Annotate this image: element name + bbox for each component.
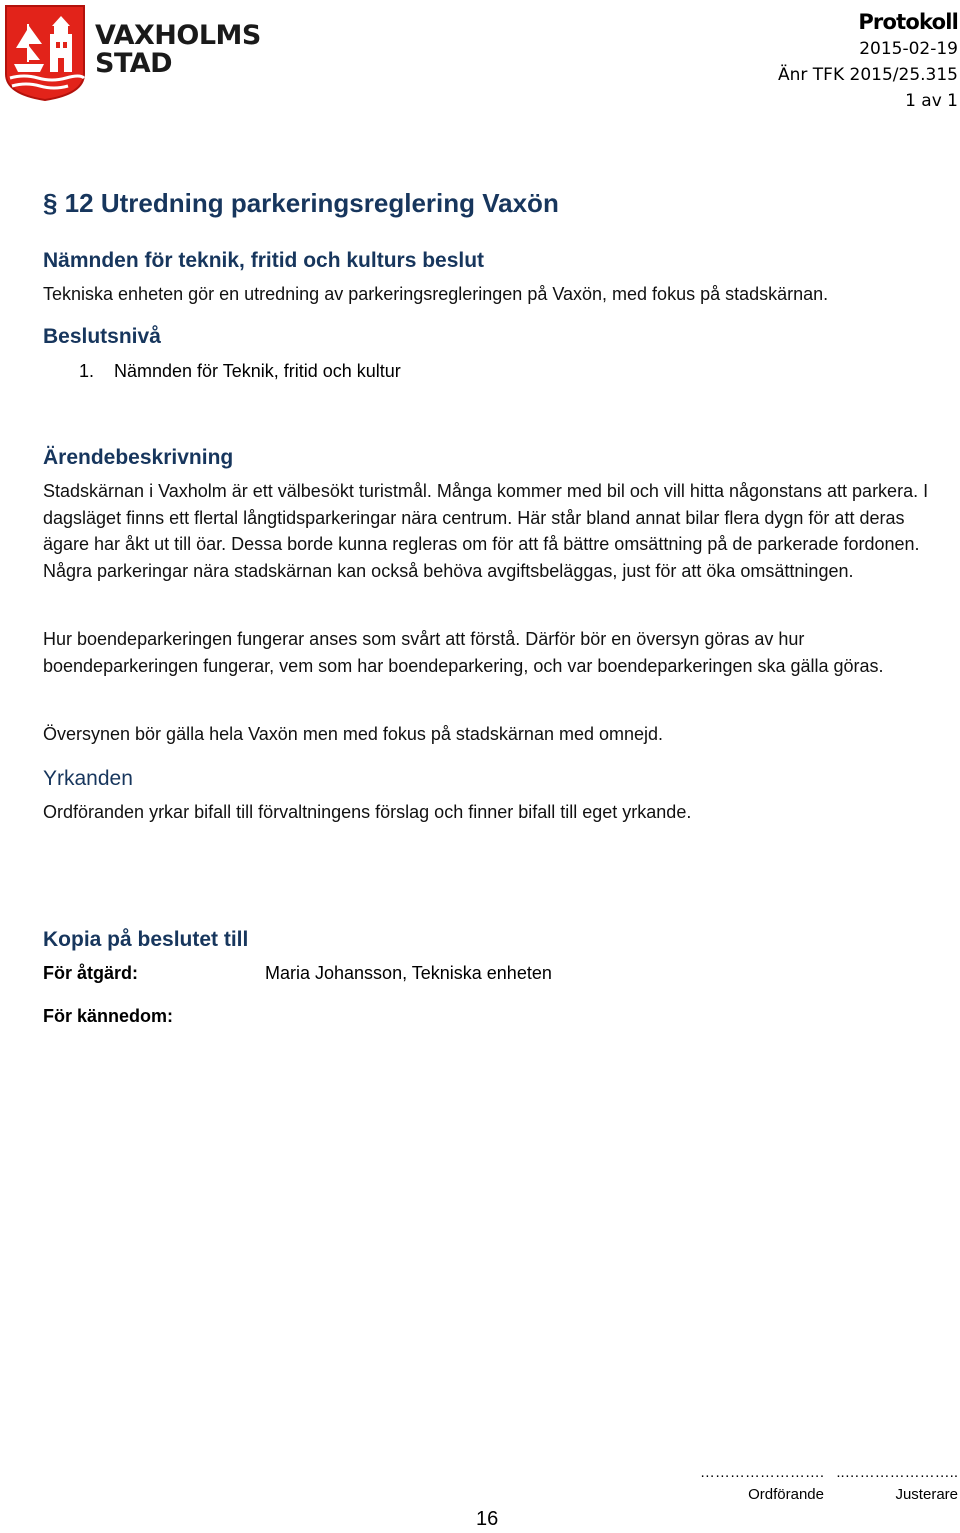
document-type: Protokoll (858, 10, 958, 34)
adjuster-signature (836, 1462, 958, 1506)
copy-action-label: För åtgärd: (43, 963, 139, 983)
logo-line-1: VAXHOLMS (95, 20, 261, 51)
chair-signature (700, 1462, 824, 1506)
adjuster-signature-line: ..………………….. (836, 1464, 958, 1481)
chair-label: Ordförande (748, 1486, 824, 1503)
list-number: 1. (79, 361, 95, 381)
page-number: 16 (476, 1508, 499, 1530)
logo-line-2: STAD (95, 48, 173, 79)
level-list-item (79, 358, 401, 384)
copy-info-label: För kännedom: (43, 1006, 174, 1026)
description-paragraph-3: Översynen bör gälla hela Vaxön men med fokus på stadskärnan med omnejd. (43, 724, 664, 744)
decision-heading: Nämnden för teknik, fritid och kulturs beslut (43, 249, 485, 272)
description-paragraph-1: Stadskärnan i Vaxholm är ett välbesökt turistmål. Många kommer med bil och vill hitta någonstans att parkera. I dagsläget finns ett flertal långtidsparkeringar nära centrum. Här står bland annat bilar flera dygn för att deras ägare har åkt ut till öar. Dessa borde kunna regleras om för att få bättre omsättning på de parkerade fordonen. Några parkeringar nära stadskärnan kan också behöva avgiftsbeläggas, just för att öka omsättningen. (43, 481, 929, 581)
document-header (778, 8, 958, 114)
list-text: Nämnden för Teknik, fritid och kultur (114, 361, 401, 381)
motions-text: Ordföranden yrkar bifall till förvaltningens förslag och finner bifall till eget yrkande. (43, 802, 692, 822)
vaxholm-shield-icon (4, 4, 86, 102)
chair-signature-line: ……………………. (699, 1464, 824, 1481)
adjuster-label: Justerare (895, 1486, 958, 1503)
page-count: 1 av 1 (905, 91, 958, 111)
section-title: § 12 Utredning parkeringsreglering Vaxön (43, 188, 559, 218)
copy-heading: Kopia på beslutet till (43, 928, 249, 951)
description-heading: Ärendebeskrivning (43, 446, 234, 469)
decision-text: Tekniska enheten gör en utredning av parkeringsregleringen på Vaxön, med fokus på stadskärnan. (43, 284, 829, 304)
logo (4, 4, 261, 102)
motions-heading: Yrkanden (43, 767, 133, 790)
level-heading: Beslutsnivå (43, 325, 161, 348)
case-number: Änr TFK 2015/25.315 (778, 65, 958, 85)
copy-action-value: Maria Johansson, Tekniska enheten (265, 963, 552, 983)
document-date: 2015-02-19 (859, 39, 958, 59)
description-paragraph-2: Hur boendeparkeringen fungerar anses som svårt att förstå. Därför bör en översyn göras av hur boendeparkeringen fungerar, vem som har boendeparkering, och var boendeparkeringen ska gälla göras. (43, 629, 884, 676)
copy-action-row (43, 960, 552, 986)
logo-wordmark (95, 22, 261, 78)
copy-info-row (43, 1003, 265, 1029)
